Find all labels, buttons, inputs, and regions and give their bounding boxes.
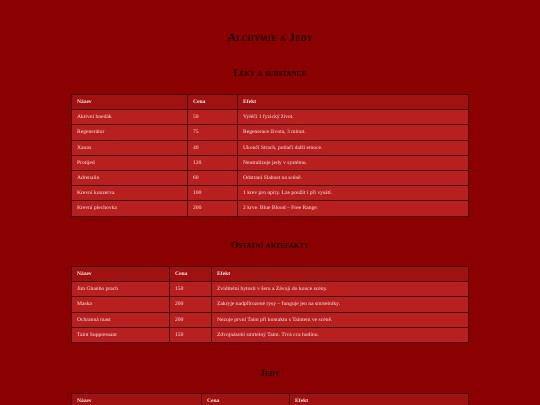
table-header-row [72, 267, 469, 282]
column-header-nazev: Název [72, 267, 170, 282]
cell-price: 120 [188, 155, 238, 170]
cell-effect: Neutralizuje jedy v systému. [238, 155, 469, 170]
cell-effect: Zakryje nadpřirozené rysy – funguje jen na smrtelníky. [212, 297, 469, 312]
table-artefakty [71, 266, 469, 343]
column-header-nazev: Název [72, 95, 188, 110]
table-row [72, 327, 469, 342]
column-header-efekt: Efekt [238, 95, 469, 110]
cell-effect: Zviditelní bytosti v šeru a Závoji do konce scény. [212, 282, 469, 297]
table-jedy [71, 393, 469, 405]
cell-price: 150 [170, 282, 212, 297]
column-header-efekt: Efekt [290, 394, 469, 405]
table-row [72, 312, 469, 327]
cell-name: Maska [72, 297, 170, 312]
column-header-cena: Cena [202, 394, 290, 405]
table-header-row [72, 95, 469, 110]
table-header-row [72, 394, 469, 405]
cell-name: Ochranná mast [72, 312, 170, 327]
cell-price: 100 [188, 186, 238, 201]
section-heading-jedy: Jedy [260, 369, 280, 379]
cell-effect: Regenerace života, 3 minut. [238, 125, 469, 140]
cell-name: Jim Ghanbo prach [72, 282, 170, 297]
column-header-nazev: Název [72, 394, 202, 405]
cell-effect: 1 krev pro upíry. Lze použít i při vysátí. [238, 186, 469, 201]
cell-effect: Odstraní Slabost na scéně. [238, 170, 469, 185]
cell-price: 200 [170, 297, 212, 312]
column-header-cena: Cena [188, 95, 238, 110]
cell-price: 60 [188, 170, 238, 185]
cell-name: Adrenalin [72, 170, 188, 185]
page-title: Alchymie a Jedy [227, 30, 313, 44]
cell-price: 200 [170, 312, 212, 327]
cell-price: 150 [170, 327, 212, 342]
table-row [72, 110, 469, 125]
cell-price: 200 [188, 201, 238, 216]
column-header-efekt: Efekt [212, 267, 469, 282]
table-leky [71, 94, 469, 217]
cell-price: 50 [188, 110, 238, 125]
cell-name: Regenerátor [72, 125, 188, 140]
table-row [72, 201, 469, 216]
section-heading-leky: Léky a substance [233, 69, 307, 79]
table-row [72, 155, 469, 170]
table-row [72, 282, 469, 297]
cell-name: Krevní konzerva [72, 186, 188, 201]
cell-name: Aktivní hnedák [72, 110, 188, 125]
cell-name: Taint Suppressant [72, 327, 170, 342]
cell-effect: Nezuje první Taint při kontaktu s Taintem ve scéně. [212, 312, 469, 327]
table-row [72, 297, 469, 312]
cell-effect: Ukončí Strach, potlačí další emoce. [238, 140, 469, 155]
table-row [72, 170, 469, 185]
column-header-cena: Cena [170, 267, 212, 282]
table-row [72, 140, 469, 155]
cell-name: Protijed [72, 155, 188, 170]
section-heading-artefakty: Ostatní artefakty [231, 241, 309, 251]
cell-effect: Vyléčí 1 fyzický život. [238, 110, 469, 125]
cell-price: 40 [188, 140, 238, 155]
cell-price: 75 [188, 125, 238, 140]
cell-name: Xanax [72, 140, 188, 155]
cell-name: Krevní plechovka [72, 201, 188, 216]
cell-effect: Zdvojnásobí smrtelný Taint. Trvá cca hodinu. [212, 327, 469, 342]
cell-effect: 2 krve. Blue Blood – Free Range. [238, 201, 469, 216]
table-row [72, 186, 469, 201]
table-row [72, 125, 469, 140]
